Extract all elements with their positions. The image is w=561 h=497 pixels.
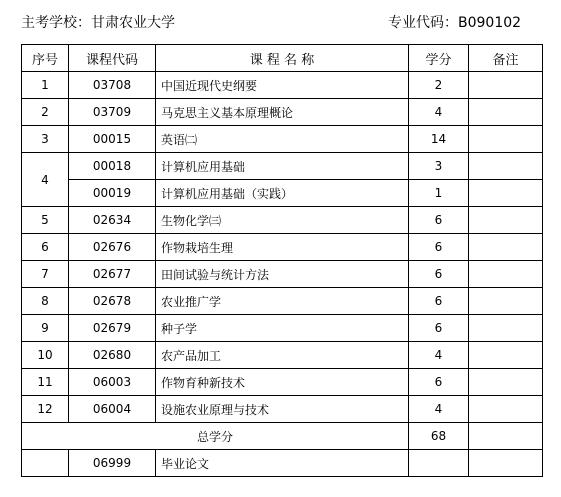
- course-code: 02676: [69, 234, 156, 261]
- course-credit: 6: [409, 261, 469, 288]
- row-no: 12: [22, 396, 69, 423]
- course-code: 02679: [69, 315, 156, 342]
- course-credit: 4: [409, 396, 469, 423]
- table-row: [22, 207, 543, 234]
- course-note: [469, 369, 543, 396]
- course-name: 农业推广学: [156, 288, 409, 315]
- table-row: [22, 234, 543, 261]
- course-note: [469, 99, 543, 126]
- course-code: 06003: [69, 369, 156, 396]
- course-note: [469, 396, 543, 423]
- table-row: [22, 369, 543, 396]
- row-no: 1: [22, 72, 69, 99]
- course-note: [469, 261, 543, 288]
- course-credit: 6: [409, 315, 469, 342]
- course-name: 田间试验与统计方法: [156, 261, 409, 288]
- course-name: 设施农业原理与技术: [156, 396, 409, 423]
- course-credit: 2: [409, 72, 469, 99]
- course-note: [469, 315, 543, 342]
- column-header-name: 课 程 名 称: [156, 45, 409, 72]
- row-no: 4: [22, 153, 69, 207]
- course-code: 00018: [69, 153, 156, 180]
- row-no: 9: [22, 315, 69, 342]
- course-name: 作物育种新技术: [156, 369, 409, 396]
- course-note: [469, 234, 543, 261]
- course-name: 马克思主义基本原理概论: [156, 99, 409, 126]
- table-row: [22, 99, 543, 126]
- course-code: 06004: [69, 396, 156, 423]
- course-code: 00015: [69, 126, 156, 153]
- course-code: 00019: [69, 180, 156, 207]
- course-note: [469, 153, 543, 180]
- column-header-note: 备注: [469, 45, 543, 72]
- course-credit: 3: [409, 153, 469, 180]
- table-row: [22, 180, 543, 207]
- course-note: [469, 180, 543, 207]
- table-header-row: [22, 45, 543, 72]
- course-code: 02680: [69, 342, 156, 369]
- course-code: 02634: [69, 207, 156, 234]
- total-note: [469, 423, 543, 450]
- course-code: 03708: [69, 72, 156, 99]
- column-header-code: 课程代码: [69, 45, 156, 72]
- course-name: 中国近现代史纲要: [156, 72, 409, 99]
- row-no: 5: [22, 207, 69, 234]
- thesis-name: 毕业论文: [156, 450, 409, 477]
- course-credit: 1: [409, 180, 469, 207]
- thesis-row: [22, 450, 543, 477]
- thesis-code: 06999: [69, 450, 156, 477]
- course-credit: 6: [409, 369, 469, 396]
- total-row: [22, 423, 543, 450]
- course-name: 作物栽培生理: [156, 234, 409, 261]
- major-code-label: 专业代码：B090102: [388, 15, 522, 31]
- course-name: 种子学: [156, 315, 409, 342]
- course-code: 02678: [69, 288, 156, 315]
- column-header-credit: 学分: [409, 45, 469, 72]
- total-credit: 68: [409, 423, 469, 450]
- course-name: 英语㈡: [156, 126, 409, 153]
- table-row: [22, 342, 543, 369]
- course-note: [469, 126, 543, 153]
- row-no: 3: [22, 126, 69, 153]
- table-row: [22, 288, 543, 315]
- table-row: [22, 396, 543, 423]
- course-credit: 14: [409, 126, 469, 153]
- course-credit: 4: [409, 342, 469, 369]
- course-note: [469, 207, 543, 234]
- course-credit: 6: [409, 207, 469, 234]
- course-name: 农产品加工: [156, 342, 409, 369]
- course-note: [469, 72, 543, 99]
- table-row: [22, 72, 543, 99]
- row-no: 8: [22, 288, 69, 315]
- row-no: 11: [22, 369, 69, 396]
- table-row: [22, 153, 543, 180]
- thesis-no: [22, 450, 69, 477]
- course-name: 计算机应用基础: [156, 153, 409, 180]
- table-row: [22, 261, 543, 288]
- course-name: 生物化学㈢: [156, 207, 409, 234]
- document-header: [0, 10, 561, 34]
- thesis-credit: [409, 450, 469, 477]
- course-credit: 6: [409, 288, 469, 315]
- course-note: [469, 342, 543, 369]
- course-name: 计算机应用基础（实践）: [156, 180, 409, 207]
- row-no: 2: [22, 99, 69, 126]
- total-label: 总学分: [22, 423, 409, 450]
- course-credit: 4: [409, 99, 469, 126]
- row-no: 10: [22, 342, 69, 369]
- course-table: [21, 44, 543, 477]
- table-row: [22, 315, 543, 342]
- column-header-no: 序号: [22, 45, 69, 72]
- thesis-note: [469, 450, 543, 477]
- course-credit: 6: [409, 234, 469, 261]
- course-code: 02677: [69, 261, 156, 288]
- course-note: [469, 288, 543, 315]
- table-row: [22, 126, 543, 153]
- school-label: 主考学校：甘肃农业大学: [21, 15, 175, 31]
- course-code: 03709: [69, 99, 156, 126]
- row-no: 6: [22, 234, 69, 261]
- row-no: 7: [22, 261, 69, 288]
